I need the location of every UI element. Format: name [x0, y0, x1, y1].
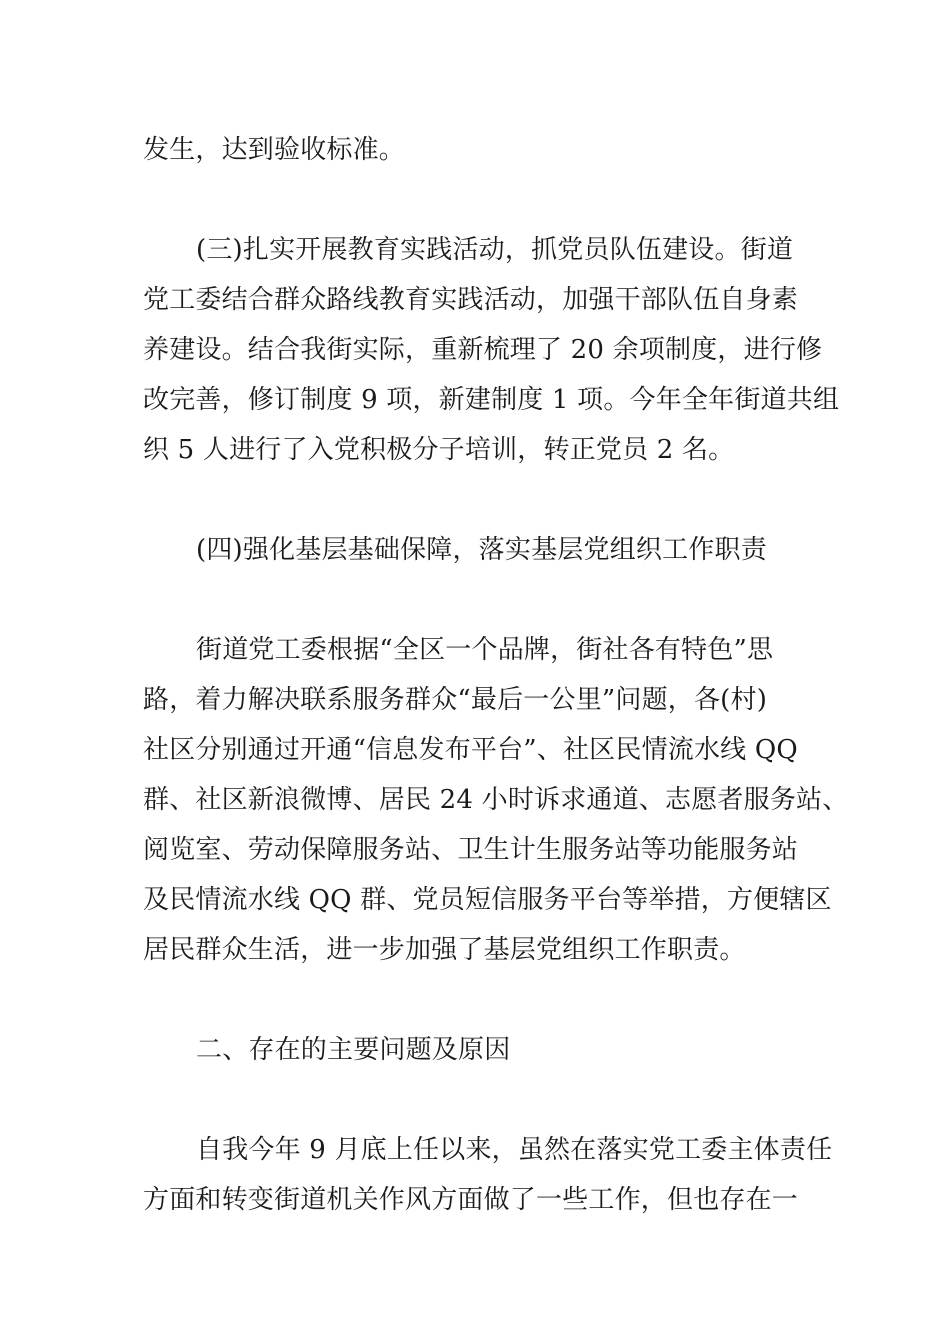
paragraph-end-line: 发生，达到验收标准。	[143, 135, 406, 165]
section-3-text-line: 织 5 人进行了入党积极分子培训，转正党员 2 名。	[143, 435, 735, 465]
chapter-2-text-line: 方面和转变街道机关作风方面做了一些工作，但也存在一	[143, 1185, 799, 1215]
section-3-text-line: 养建设。结合我街实际，重新梳理了 20 余项制度，进行修	[143, 335, 823, 365]
chapter-2-heading: 二、存在的主要问题及原因	[196, 1035, 511, 1065]
section-3-heading-line: (三)扎实开展教育实践活动，抓党员队伍建设。街道	[196, 235, 794, 265]
section-4-text-line: 群、社区新浪微博、居民 24 小时诉求通道、志愿者服务站、	[143, 785, 849, 815]
section-3-text-line: 党工委结合群众路线教育实践活动，加强干部队伍自身素	[143, 285, 799, 315]
section-4-text-line: 街道党工委根据“全区一个品牌，街社各有特色”思	[196, 635, 774, 665]
section-4-text-line: 社区分别通过开通“信息发布平台”、社区民情流水线 QQ	[143, 735, 798, 765]
section-4-text-line: 居民群众生活，进一步加强了基层党组织工作职责。	[143, 935, 746, 965]
section-3-text-line: 改完善，修订制度 9 项，新建制度 1 项。今年全年街道共组	[143, 385, 840, 415]
chapter-2-text-line: 自我今年 9 月底上任以来，虽然在落实党工委主体责任	[196, 1135, 833, 1165]
section-4-text-line: 路，着力解决联系服务群众“最后一公里”问题，各(村)	[143, 685, 768, 715]
section-4-text-line: 及民情流水线 QQ 群、党员短信服务平台等举措，方便辖区	[143, 885, 832, 915]
section-4-heading: (四)强化基层基础保障，落实基层党组织工作职责	[196, 535, 767, 565]
section-4-text-line: 阅览室、劳动保障服务站、卫生计生服务站等功能服务站	[143, 835, 799, 865]
